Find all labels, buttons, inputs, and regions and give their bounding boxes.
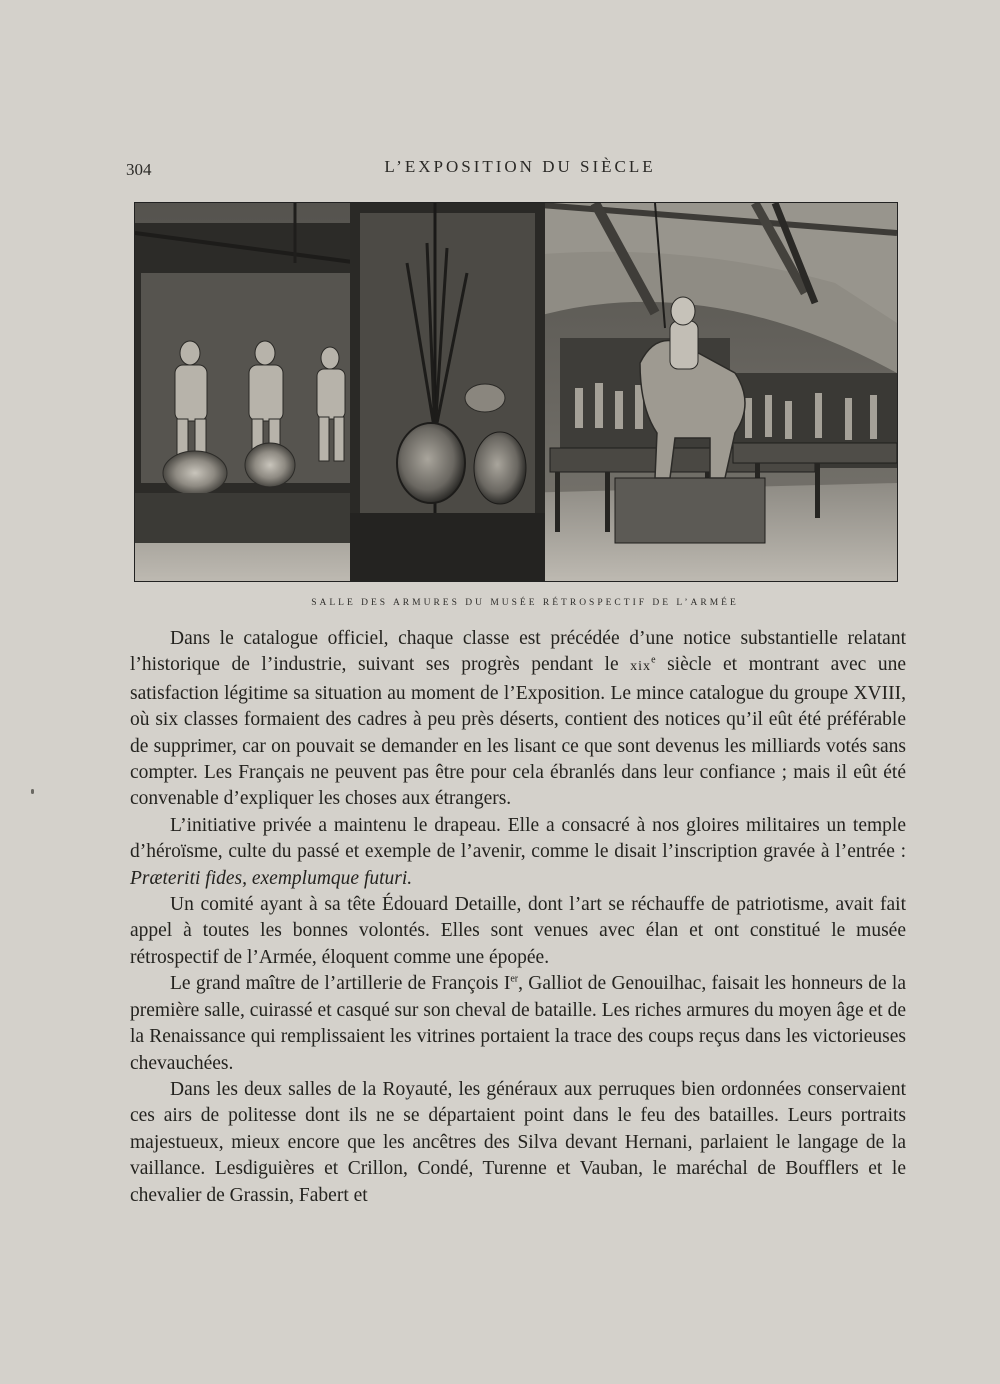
paragraph-1 (130, 626, 906, 813)
paragraph-1-text-b: siècle et montrant avec une satisfaction légitime sa situation au moment de l’Exposition. Le mince catalogue du groupe XVIII, où six classes formaient des cadres à peu près déserts, contient des notices qu’il eût été préférable de supprimer, car on pouvait se demander en les lisant ce que sont devenus les milliards votés sans compter. Les Français ne peuvent pas être pour cela ébranlés dans leur confiance ; mais il eût été convenable d’expliquer les choses aux étrangers. (130, 654, 906, 810)
century-numeral: xix (630, 659, 652, 675)
ordinal-superscript: er (510, 973, 519, 985)
paragraph-2 (130, 813, 906, 892)
running-title: L’EXPOSITION DU SIÈCLE (384, 157, 656, 176)
paper-speck (31, 789, 34, 794)
paragraph-2-text: L’initiative privée a maintenu le drapeau. Elle a consacré à nos gloires militaires un temple d’héroïsme, culte du passé et exemple de l’avenir, comme le disait l’inscription gravée à l’entrée : (130, 814, 906, 863)
paragraph-5: Dans les deux salles de la Royauté, les généraux aux perruques bien ordonnées conservaient ces airs de politesse dont ils ne se départaient point dans le feu des batailles. Leurs portraits majestueux, mieux encore que les ancêtres des Silva devant Hernani, parlaient le langage de la vaillance. Lesdiguières et Crillon, Condé, Turenne et Vauban, le maréchal de Boufflers et le chevalier de Grassin, Fabert et (130, 1078, 906, 1206)
latin-motto: Præteriti fides, exemplumque futuri. (130, 867, 413, 889)
paragraph-1-text-a: Dans le catalogue officiel, chaque classe est précédée d’une notice substantielle relatant l’historique de l’industrie, suivant ses progrès pendant le (130, 628, 906, 676)
page-number: 304 (126, 160, 152, 179)
paragraph-4-text-b: , Galliot de Genouilhac, faisait les honneurs de la première salle, cuirassé et casqué sur son cheval de bataille. Les riches armures du moyen âge et de la Renaissance qui remplissaient les vitrines portaient la trace des coups reçus dans les victorieuses chevauchées. (130, 973, 906, 1074)
paragraph-4-text-a: Le grand maître de l’artillerie de François I (170, 973, 511, 995)
paragraph-4 (130, 971, 906, 1077)
armour-hall-photograph (134, 202, 898, 582)
century-superscript: e (651, 654, 656, 666)
paragraph-3: Un comité ayant à sa tête Édouard Detaille, dont l’art se réchauffe de patriotisme, avait fait appel à toutes les bonnes volontés. Elles sont venues avec élan et ont constitué le musée rétrospectif de l’Armée, éloquent comme une épopée. (130, 894, 906, 968)
figure-caption: SALLE DES ARMURES DU MUSÉE RÉTROSPECTIF DE L’ARMÉE (311, 598, 739, 608)
body-text (130, 626, 906, 1209)
